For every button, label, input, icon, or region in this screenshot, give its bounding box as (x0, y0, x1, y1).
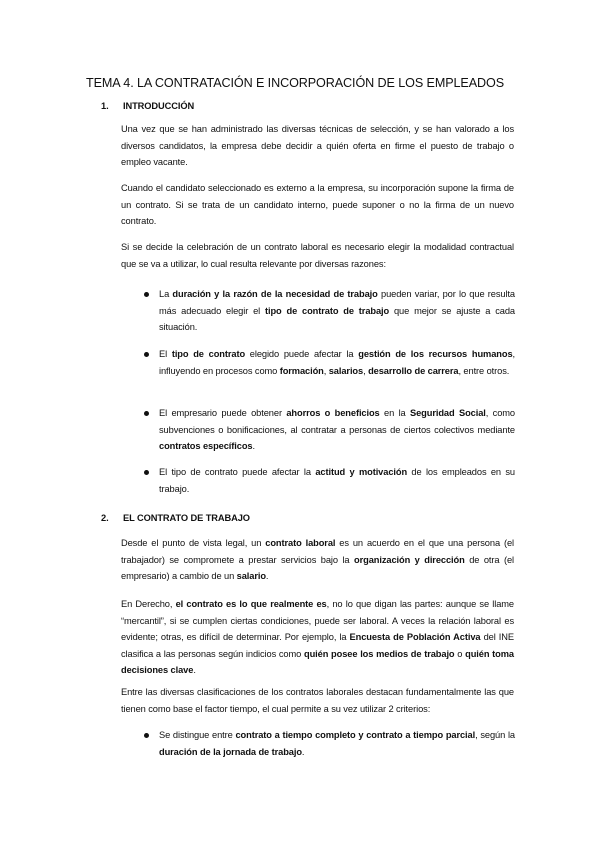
list-item: El tipo de contrato elegido puede afectar la gestión de los recursos humanos, influyendo en procesos como formación, salarios, desarrollo de carrera, entre otros. (141, 346, 515, 379)
intro-paragraph-3: Si se decide la celebración de un contrato laboral es necesario elegir la modalidad contractual que se va a utilizar, lo cual resulta relevante por diversas razones: (121, 242, 514, 269)
bullet-icon (144, 352, 149, 357)
bullet-icon (144, 292, 149, 297)
section-2-number: 2. (101, 513, 109, 523)
section-1-heading (101, 101, 194, 111)
document-title: TEMA 4. LA CONTRATACIÓN E INCORPORACIÓN DE LOS EMPLEADOS (86, 76, 505, 90)
contract-paragraph-1: Desde el punto de vista legal, un contrato laboral es un acuerdo en el que una persona (el trabajador) se compromete a prestar servicios bajo la organización y dirección de otra (el empresario) a cambio de un salario. (121, 538, 515, 582)
section-2-title: EL CONTRATO DE TRABAJO (123, 513, 250, 523)
list-item: El empresario puede obtener ahorros o beneficios en la Seguridad Social, como subvenciones o bonificaciones, al contratar a personas de ciertos colectivos mediante contratos específicos. (141, 405, 515, 455)
bullet-icon (144, 470, 149, 475)
section-1-title: INTRODUCCIÓN (123, 101, 195, 111)
contract-paragraph-3: Entre las diversas clasificaciones de los contratos laborales destacan fundamentalmente las que tienen como base el factor tiempo, el cual permite a su vez utilizar 2 criterios: (121, 687, 514, 714)
section-2-heading (101, 513, 250, 523)
section-1-number: 1. (101, 101, 109, 111)
list-item: El tipo de contrato puede afectar la actitud y motivación de los empleados en su trabajo. (141, 464, 515, 497)
intro-paragraph-1: Una vez que se han administrado las diversas técnicas de selección, y se han valorado a los diversos candidatos, la empresa debe decidir a quién oferta en firme el puesto de trabajo o empleo vacante. (121, 124, 514, 168)
contract-paragraph-2: En Derecho, el contrato es lo que realmente es, no lo que digan las partes: aunque se llame “mercantil”, si se cumplen ciertas condiciones, puede ser laboral. A veces la relación laboral es evidente; otras, es difícil de determinar. Por ejemplo, la Encuesta de Población Activa del INE clasifica a las personas según indicios como quién posee los medios de trabajo o quién toma decisiones clave. (121, 599, 515, 676)
list-item: La duración y la razón de la necesidad de trabajo pueden variar, por lo que resulta más adecuado elegir el tipo de contrato de trabajo que mejor se ajuste a cada situación. (141, 286, 515, 336)
bullet-icon (144, 411, 149, 416)
intro-paragraph-2: Cuando el candidato seleccionado es externo a la empresa, su incorporación supone la firma de un contrato. Si se trata de un candidato interno, puede suponer o no la firma de un nuevo contrato. (121, 183, 514, 227)
list-item: Se distingue entre contrato a tiempo completo y contrato a tiempo parcial, según la duración de la jornada de trabajo. (141, 727, 515, 760)
bullet-icon (144, 733, 149, 738)
